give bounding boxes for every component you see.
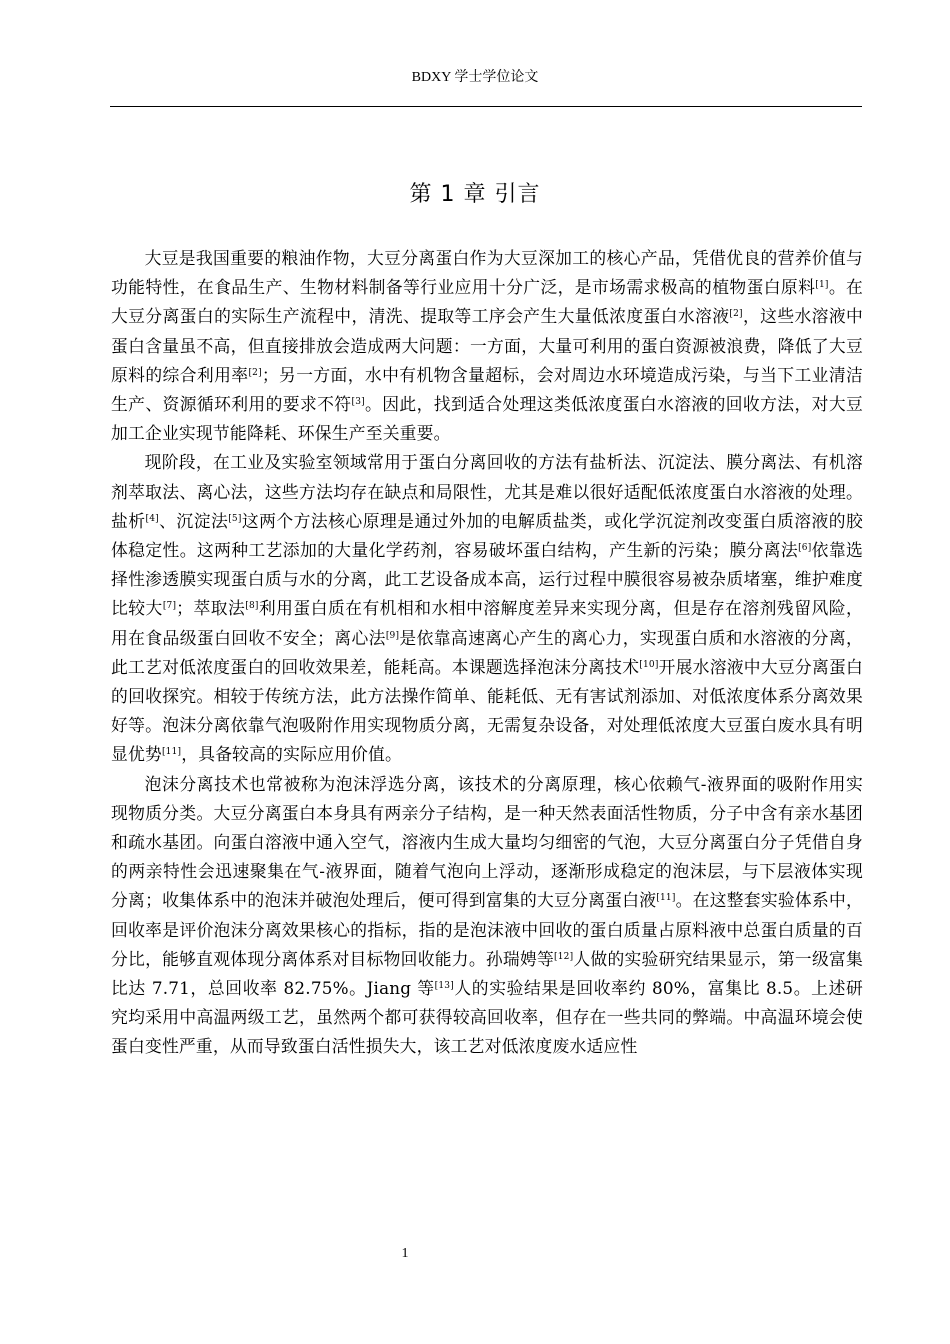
text-segment: ，这些水溶液中蛋白含量虽不高，但直接排放会造成两大问题：一方面，大量可利用的蛋白资源被浪费，降低了大豆原料的综合利用率: [111, 306, 864, 385]
citation-ref: [4]: [145, 513, 159, 524]
text-segment: 。在大豆分离蛋白的实际生产流程中，清洗、提取等工序会产生大量低浓度蛋白水溶液: [111, 277, 863, 327]
citation-ref: [9]: [385, 630, 400, 641]
text-segment: 大豆是我国重要的粮油作物，大豆分离蛋白作为大豆深加工的核心产品，凭借优良的营养价值与功能特性，在食品生产、生物材料制备等行业应用十分广泛，是市场需求极高的植物蛋白原料: [111, 248, 863, 298]
text-segment: 泡沫分离技术也常被称为泡沫浮选分离，该技术的分离原理，核心依赖气-液界面的吸附作用实现物质分类。大豆分离蛋白本身具有两亲分子结构，是一种天然表面活性物质，分子中含有亲水基团和疏水基团。向蛋白溶液中通入空气，溶液内生成大量均匀细密的气泡，大豆分离蛋白分子凭借自身的两亲特性会迅速聚集在气-液界面，随着气泡向上浮动，逐渐形成稳定的泡沫层，与下层液体实现分离；收集体系中的泡沫并破泡处理后，便可得到富集的大豆分离蛋白液: [111, 773, 863, 911]
text-segment: 开展水溶液中大豆分离蛋白的回收探究。相较于传统方法，此方法操作简单、能耗低、无有害试剂添加、对低浓度体系分离效果好等。泡沫分离依靠气泡吸附作用实现物质分离，无需复杂设备，对处理低浓度大豆蛋白废水具有明显优势: [111, 656, 864, 765]
citation-ref: [2]: [729, 309, 743, 320]
citation-ref: [8]: [245, 601, 259, 612]
paragraph-3: [111, 770, 863, 1062]
header-divider: [110, 106, 862, 107]
text-segment: 人做的实验研究结果显示，第一级富集比达 7.71，总回收率 82.75%。Jiang 等: [111, 948, 864, 999]
text-segment: 。在这整套实验体系中，回收率是评价泡沫分离效果核心的指标，指的是泡沫液中回收的蛋白质量占原料液中总蛋白质量的百分比，能够直观体现分离体系对目标物回收能力。孙瑞娉等: [111, 890, 864, 969]
text-segment: ；萃取法: [176, 598, 246, 619]
text-segment: 现阶段，在工业及实验室领域常用于蛋白分离回收的方法有盐析法、沉淀法、膜分离法、有机溶剂萃取法、离心法，这些方法均存在缺点和局限性，尤其是难以很好适配低浓度蛋白水溶液的处理。盐析: [111, 452, 863, 531]
citation-ref: [11]: [656, 893, 676, 904]
text-segment: 、沉淀法: [158, 510, 229, 531]
text-segment: 依靠选择性渗透膜实现蛋白质与水的分离，此工艺设备成本高，运行过程中膜很容易被杂质堵塞，维护难度比较大: [111, 540, 863, 619]
text-segment: 。因此，找到适合处理这类低浓度蛋白水溶液的回收方法，对大豆加工企业实现节能降耗、环保生产至关重要。: [111, 394, 863, 444]
citation-ref: [5]: [228, 513, 242, 524]
citation-ref: [10]: [639, 659, 659, 670]
text-segment: 利用蛋白质在有机相和水相中溶解度差异来实现分离，但是存在溶剂残留风险，用在食品级蛋白回收不安全；离心法: [111, 598, 863, 648]
citation-ref: [12]: [554, 951, 574, 962]
citation-ref: [1]: [815, 280, 829, 291]
chapter-title: 第 1 章 引言: [409, 182, 541, 207]
page-number: 1: [401, 1246, 409, 1261]
text-segment: 人的实验结果是回收率约 80%，富集比 8.5。上述研究均采用中高温两级工艺，虽然两个都可获得较高回收率，但存在一些共同的弊端。中高温环境会使蛋白变性严重，从而导致蛋白活性损失大，该工艺对低浓度废水适应性: [111, 978, 864, 1057]
citation-ref: [11]: [161, 747, 182, 758]
citation-ref: [6]: [798, 543, 812, 554]
text-segment: 这两个方法核心原理是通过外加的电解质盐类，或化学沉淀剂改变蛋白质溶液的胶体稳定性。这两种工艺添加的大量化学药剂，容易破坏蛋白结构，产生新的污染；膜分离法: [111, 510, 863, 561]
text-segment: 是依靠高速离心产生的离心力，实现蛋白质和水溶液的分离，此工艺对低浓度蛋白的回收效果差，能耗高。本课题选择泡沫分离技术: [111, 627, 863, 677]
citation-ref: [3]: [351, 397, 365, 408]
header-title: BDXY 学士学位论文: [411, 70, 539, 85]
paragraph-2: [111, 448, 863, 769]
citation-ref: [7]: [162, 601, 177, 612]
text-segment: ；另一方面，水中有机物含量超标，会对周边水环境造成污染，与当下工业清洁生产、资源循环利用的要求不符: [111, 364, 863, 415]
text-segment: ，具备较高的实际应用价值。: [181, 744, 402, 765]
citation-ref: [2]: [248, 367, 262, 378]
paragraph-1: [111, 244, 863, 448]
body-text: [111, 244, 863, 1062]
citation-ref: [13]: [434, 981, 454, 992]
